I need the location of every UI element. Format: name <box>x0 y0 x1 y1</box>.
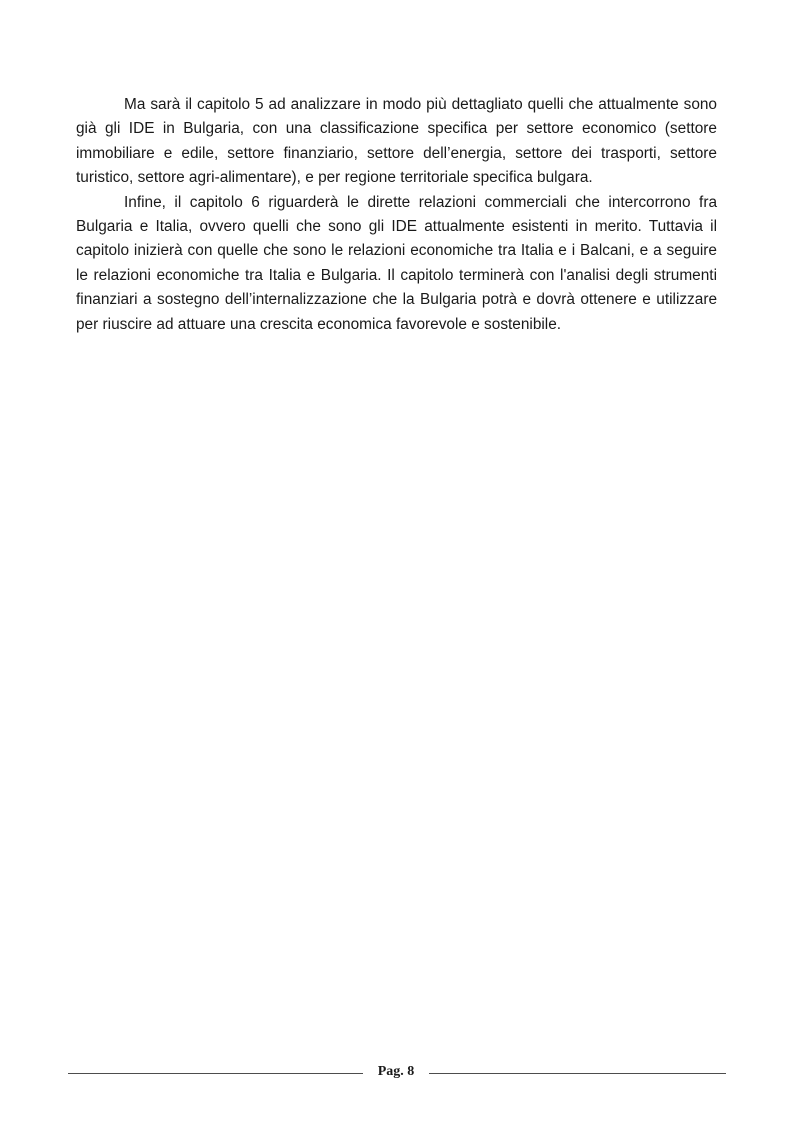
paragraph-chapter-6: Infine, il capitolo 6 riguarderà le dirette relazioni commerciali che intercorrono fra Bulgaria e Italia, ovvero quelli che sono gli IDE attualmente esistenti in merito. Tuttavia il capitolo inizierà con quelle che sono le relazioni economiche tra Italia e i Balcani, e a seguire le relazioni economiche tra Italia e Bulgaria. Il capitolo terminerà con l'analisi degli strumenti finanziari a sostegno dell’internalizzazione che la Bulgaria potrà e dovrà ottenere e utilizzare per riuscire ad attuare una crescita economica favorevole e sostenibile. <box>76 193 717 333</box>
footer-rule-left <box>68 1073 363 1074</box>
footer-rule-right <box>429 1073 726 1074</box>
page-number: Pag. 8 <box>377 1064 415 1079</box>
page-footer <box>68 1063 726 1085</box>
paragraph-chapter-5: Ma sarà il capitolo 5 ad analizzare in modo più dettagliato quelli che attualmente sono già gli IDE in Bulgaria, con una classificazione specifica per settore economico (settore immobiliare e edile, settore finanziario, settore dell’energia, settore dei trasporti, settore turistico, settore agri-alimentare), e per regione territoriale specifica bulgara. <box>76 96 717 187</box>
body-text <box>76 93 717 337</box>
